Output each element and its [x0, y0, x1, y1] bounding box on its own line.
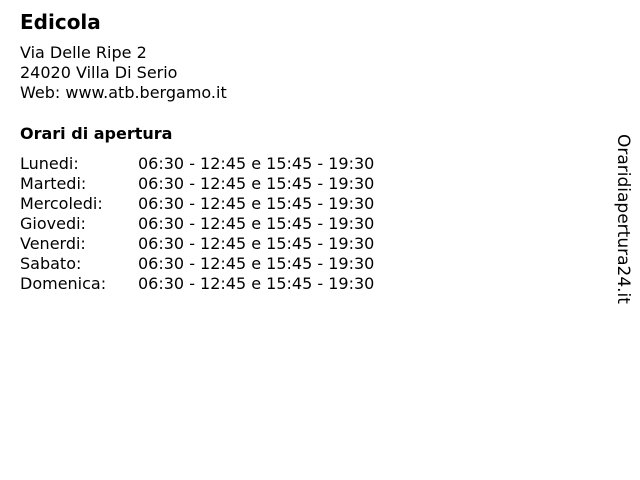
day-label: Venerdi: [20, 234, 86, 253]
website-line: Web: www.atb.bergamo.it [20, 83, 227, 102]
hours-row-monday [20, 154, 374, 174]
day-label: Domenica: [20, 274, 107, 293]
shop-address-block [20, 43, 227, 103]
time-range: 06:30 - 12:45 e 15:45 - 19:30 [138, 274, 375, 293]
time-range: 06:30 - 12:45 e 15:45 - 19:30 [138, 234, 375, 253]
address-city: 24020 Villa Di Serio [20, 63, 178, 82]
day-label: Lunedi: [20, 154, 79, 173]
hours-row-thursday [20, 214, 374, 234]
hours-row-tuesday [20, 174, 374, 194]
time-range: 06:30 - 12:45 e 15:45 - 19:30 [138, 154, 375, 173]
day-label: Mercoledi: [20, 194, 103, 213]
day-label: Giovedi: [20, 214, 86, 233]
time-range: 06:30 - 12:45 e 15:45 - 19:30 [138, 194, 375, 213]
opening-hours-table [20, 154, 374, 294]
hours-row-sunday [20, 274, 374, 294]
time-range: 06:30 - 12:45 e 15:45 - 19:30 [138, 254, 375, 273]
time-range: 06:30 - 12:45 e 15:45 - 19:30 [138, 174, 375, 193]
time-range: 06:30 - 12:45 e 15:45 - 19:30 [138, 214, 375, 233]
hours-row-friday [20, 234, 374, 254]
site-watermark: Oraridiapertura24.it [613, 134, 633, 304]
day-label: Martedi: [20, 174, 87, 193]
address-street: Via Delle Ripe 2 [20, 43, 147, 62]
shop-title: Edicola [20, 10, 101, 34]
opening-hours-heading: Orari di apertura [20, 124, 173, 143]
hours-row-saturday [20, 254, 374, 274]
hours-row-wednesday [20, 194, 374, 214]
day-label: Sabato: [20, 254, 82, 273]
